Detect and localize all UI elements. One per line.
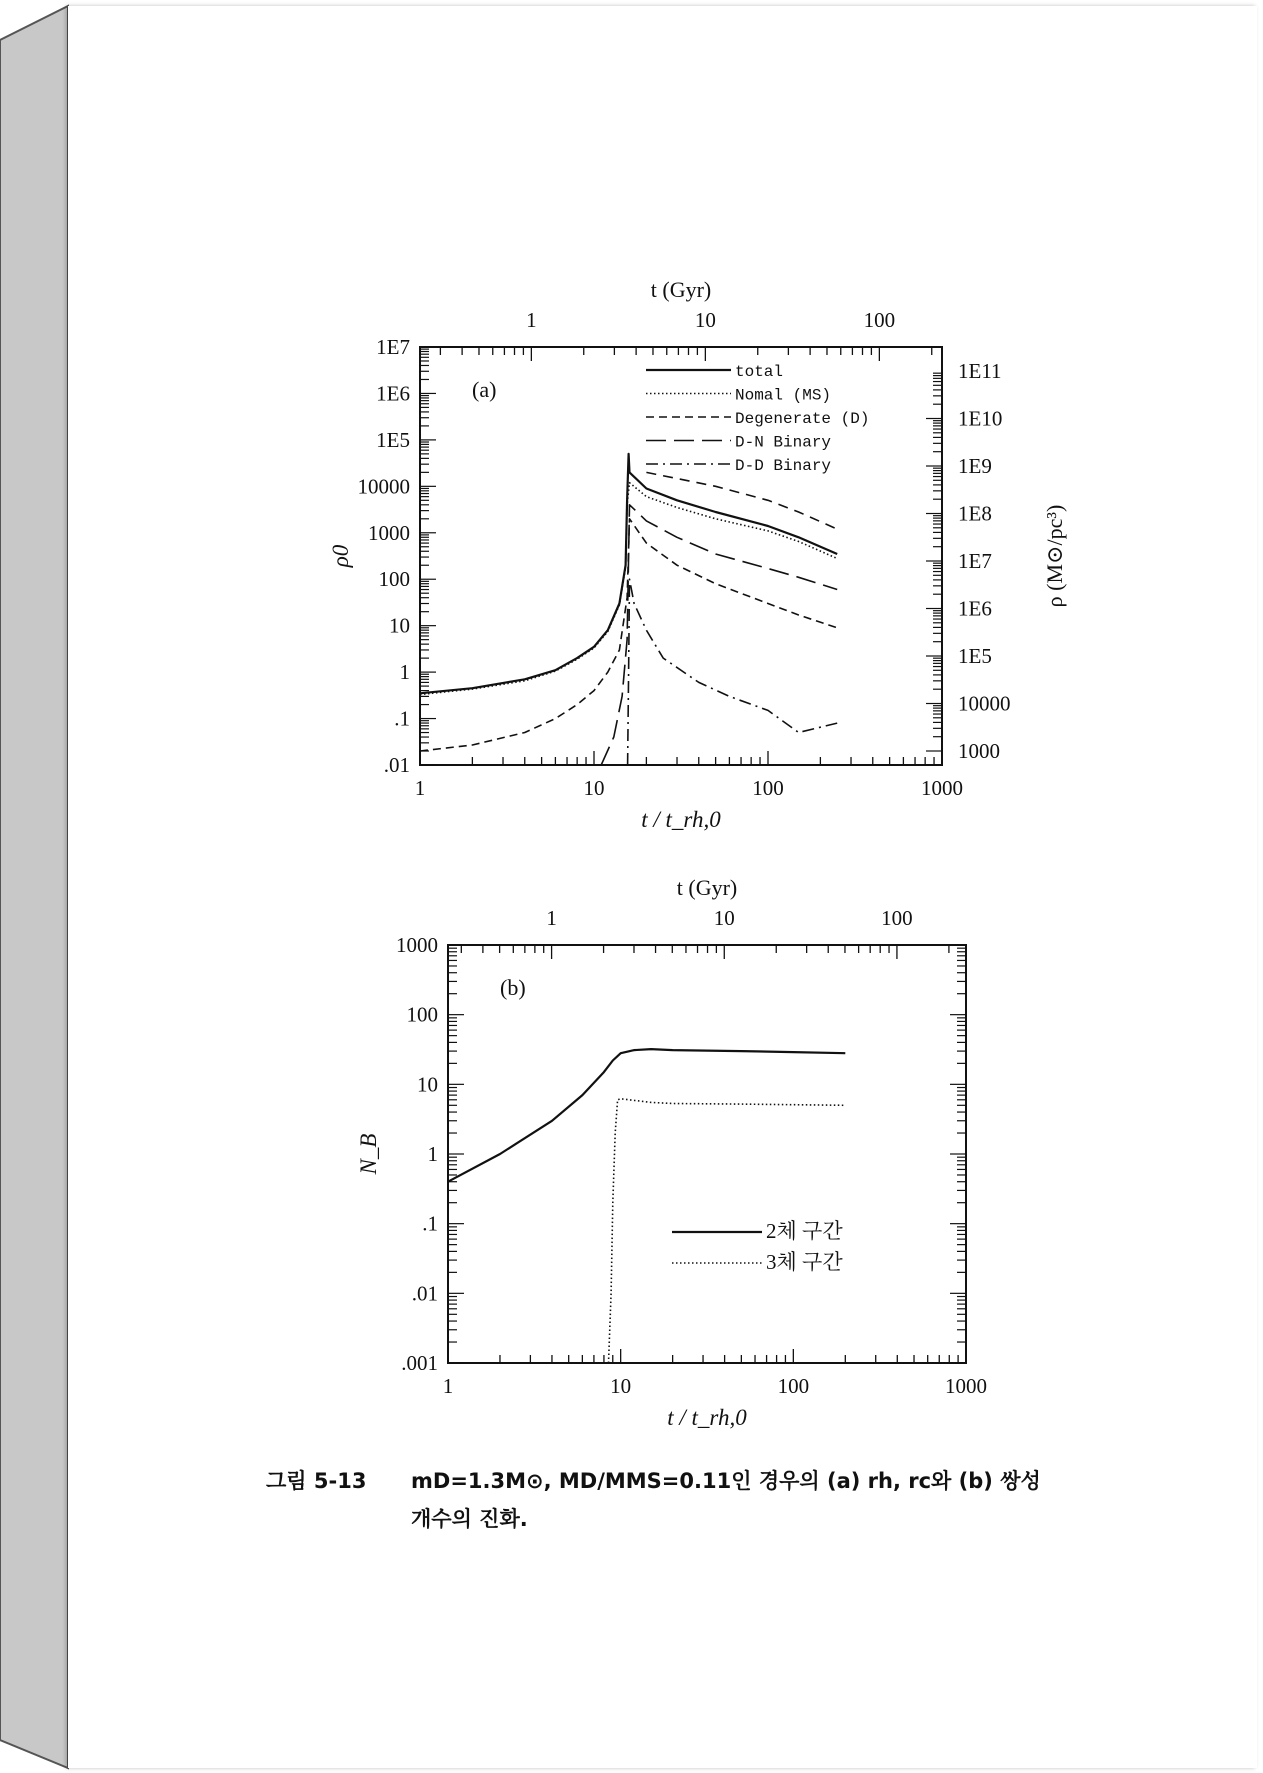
top-x-axis-label: t (Gyr) — [650, 277, 712, 302]
x-tick-label: 1 — [442, 1374, 454, 1398]
x-tick-label: 1 — [414, 776, 426, 800]
y-tick-label: .01 — [411, 1281, 438, 1306]
y-axis-label: N_B — [356, 1133, 381, 1175]
top-x-tick-label: 100 — [863, 308, 896, 332]
y-tick-label: 1 — [427, 1142, 438, 1166]
y-tick-label: 1000 — [368, 520, 410, 545]
y-tick-label: .01 — [383, 753, 410, 777]
x-tick-label: 10 — [610, 1374, 632, 1398]
y-tick-label: 1000 — [396, 933, 438, 957]
caption-line-1: mD=1.3M⊙, MD/MMS=0.11인 경우의 (a) rh, rc와 (b) 쌍성 — [411, 1469, 1041, 1493]
y-tick-label: 10 — [417, 1072, 438, 1097]
x-tick-label: 1000 — [921, 776, 963, 800]
x-tick-label: 100 — [752, 776, 784, 800]
top-x-tick-label: 1 — [546, 906, 557, 930]
x-tick-label: 100 — [777, 1374, 810, 1398]
panel-label: (b) — [500, 975, 526, 1000]
x-tick-label: 10 — [583, 776, 605, 800]
figure-caption — [266, 1462, 1166, 1538]
right-y-tick-label: 1E8 — [958, 501, 992, 526]
right-y-tick-label: 1000 — [958, 739, 1000, 763]
x-axis-label: t / t_rh,0 — [667, 1405, 747, 1430]
legend-label-1: Nomal (MS) — [735, 386, 832, 405]
right-y-tick-label: 1E10 — [958, 406, 1003, 431]
y-tick-label: 100 — [378, 567, 410, 592]
x-axis-label: t / t_rh,0 — [641, 807, 721, 832]
right-y-axis-label: ρ (M⊙/pc³) — [1042, 504, 1067, 608]
right-y-tick-label: 1E7 — [958, 549, 992, 573]
y-tick-label: .1 — [394, 706, 410, 731]
y-tick-label: .1 — [422, 1211, 438, 1236]
y-tick-label: 1E7 — [376, 335, 410, 359]
right-y-tick-label: 1E11 — [958, 359, 1002, 383]
legend-label-0: total — [735, 363, 784, 381]
x-tick-label: 1000 — [945, 1374, 987, 1398]
y-axis-label: ρ0 — [328, 544, 353, 568]
panel-label: (a) — [472, 377, 497, 402]
right-y-tick-label: 10000 — [958, 691, 1011, 716]
y-tick-label: 100 — [406, 1002, 438, 1027]
top-x-tick-label: 10 — [694, 308, 716, 332]
y-tick-label: 1 — [399, 660, 410, 685]
caption-line-2: 개수의 진화. — [411, 1507, 528, 1531]
figure-number: 그림 5-13 — [266, 1469, 367, 1493]
legend-label-2: Degenerate (D) — [735, 410, 870, 428]
series-line-0 — [448, 1049, 845, 1182]
y-tick-label: 1E6 — [376, 381, 410, 406]
legend-label-1: 3체 구간 — [766, 1250, 843, 1274]
y-tick-label: .001 — [401, 1351, 438, 1375]
plot-frame — [448, 945, 966, 1363]
legend-label-0: 2체 구간 — [766, 1219, 843, 1243]
y-tick-label: 10000 — [357, 474, 410, 499]
top-x-tick-label: 100 — [881, 906, 913, 930]
y-tick-label: 1E5 — [376, 427, 410, 452]
top-x-tick-label: 10 — [713, 906, 735, 930]
top-x-axis-label: t (Gyr) — [676, 875, 738, 900]
y-tick-label: 10 — [389, 613, 410, 638]
right-y-tick-label: 1E5 — [958, 644, 992, 668]
top-x-tick-label: 1 — [526, 308, 537, 332]
right-y-tick-label: 1E6 — [958, 596, 992, 621]
right-y-tick-label: 1E9 — [958, 454, 992, 478]
legend-label-4: D-D Binary — [735, 457, 832, 475]
legend-label-3: D-N Binary — [735, 433, 832, 452]
